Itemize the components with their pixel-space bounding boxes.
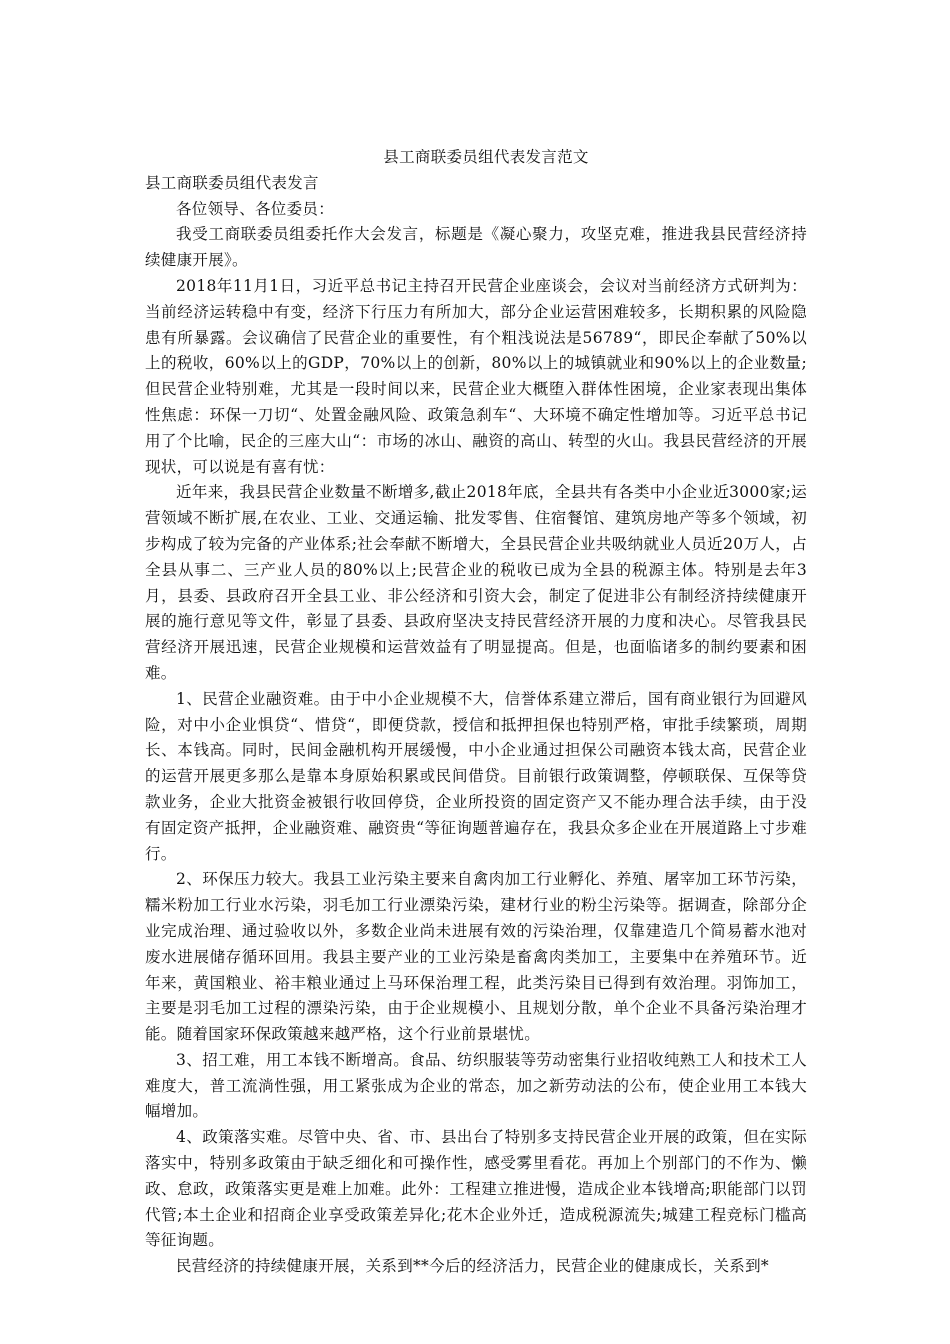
paragraph-status: 近年来，我县民营企业数量不断增多,截止2018年底，全县共有各类中小企业近3000家;运营领域不断扩展,在农业、工业、交通运输、批发零售、住宿餐馆、建筑房地产等多个领域，初步构成了较为完备的产业体系;社会奉献不断增大，全县民营企业共吸纳就业人员近20万人，占全县从事二、三产业人员的80%以上;民营企业的税收已成为全县的税源主体。特别是去年3月，县委、县政府召开全县工业、非公经济和引资大会，制定了促进非公有制经济持续健康开展的施行意见等文件，彰显了县委、县政府坚决支持民营经济开展的力度和决心。尽管我县民营经济开展迅速，民营企业规模和运营效益有了明显提高。但是，也面临诸多的制约要素和困难。 bbox=[145, 483, 807, 682]
document-subtitle: 县工商联委员组代表发言 bbox=[145, 173, 319, 192]
paragraph-intro: 我受工商联委员组委托作大会发言，标题是《凝心聚力，攻坚克难，推进我县民营经济持续健康开展》。 bbox=[145, 225, 807, 270]
document-page bbox=[145, 145, 807, 1280]
paragraph-policy: 4、政策落实难。尽管中央、省、市、县出台了特别多支持民营企业开展的政策，但在实际落实中，特别多政策由于缺乏细化和可操作性，感受雾里看花。再加上个别部门的不作为、懒政、怠政，政策落实更是难上加难。此外：工程建立推进慢，造成企业本钱增高;职能部门以罚代管;本土企业和招商企业享受政策差异化;花木企业外迁，造成税源流失;城建工程竞标门槛高等征询题。 bbox=[145, 1128, 807, 1250]
document-title: 县工商联委员组代表发言范文 bbox=[383, 148, 589, 166]
paragraph-financing: 1、民营企业融资难。由于中小企业规模不大，信誉体系建立滞后，国有商业银行为回避风险，对中小企业惧贷“、惜贷“，即便贷款，授信和抵押担保也特别严格，审批手续繁琐，周期长、本钱高。同时，民间金融机构开展缓慢，中小企业通过担保公司融资本钱太高，民营企业的运营开展更多那么是靠本身原始积累或民间借贷。目前银行政策调整，停顿联保、互保等贷款业务，企业大批资金被银行收回停贷，企业所投资的固定资产又不能办理合法手续，由于没有固定资产抵押，企业融资难、融资贵“等征询题普遍存在，我县众多企业在开展道路上寸步难行。 bbox=[145, 689, 807, 863]
paragraph-conclusion: 民营经济的持续健康开展，关系到**今后的经济活力，民营企业的健康成长，关系到* bbox=[176, 1257, 769, 1276]
paragraph-environment: 2、环保压力较大。我县工业污染主要来自禽肉加工行业孵化、养殖、屠宰加工环节污染，糯米粉加工行业水污染，羽毛加工行业漂染污染，建材行业的粉尘污染等。据调查，除部分企业完成治理、通过验收以外，多数企业尚未进展有效的污染治理，仅靠建造几个简易蓄水池对废水进展储存循环回用。我县主要产业的工业污染是畜禽肉类加工，主要集中在养殖环节。近年来，黄国粮业、裕丰粮业通过上马环保治理工程，此类污染目已得到有效治理。羽饰加工，主要是羽毛加工过程的漂染污染，由于企业规模小、且规划分散，单个企业不具备污染治理才能。随着国家环保政策越来越严格，这个行业前景堪忧。 bbox=[145, 870, 807, 1044]
paragraph-labor: 3、招工难，用工本钱不断增高。食品、纺织服装等劳动密集行业招收纯熟工人和技术工人难度大，普工流淌性强，用工紧张成为企业的常态，加之新劳动法的公布，使企业用工本钱大幅增加。 bbox=[145, 1050, 807, 1121]
paragraph-background: 2018年11月1日，习近平总书记主持召开民营企业座谈会，会议对当前经济方式研判为：当前经济运转稳中有变，经济下行压力有所加大，部分企业运营困难较多，长期积累的风险隐患有所暴露。会议确信了民营企业的重要性，有个粗浅说法是56789“，即民企奉献了50%以上的税收，60%以上的GDP，70%以上的创新，80%以上的城镇就业和90%以上的企业数量;但民营企业特别难，尤其是一段时间以来，民营企业大概堕入群体性困境，企业家表现出集体性焦虑：环保一刀切“、处置金融风险、政策急刹车“、大环境不确定性增加等。习近平总书记用了个比喻，民企的三座大山“：市场的冰山、融资的高山、转型的火山。我县民营经济的开展现状，可以说是有喜有忧： bbox=[145, 276, 807, 476]
paragraph-salutation: 各位领导、各位委员： bbox=[176, 199, 335, 218]
